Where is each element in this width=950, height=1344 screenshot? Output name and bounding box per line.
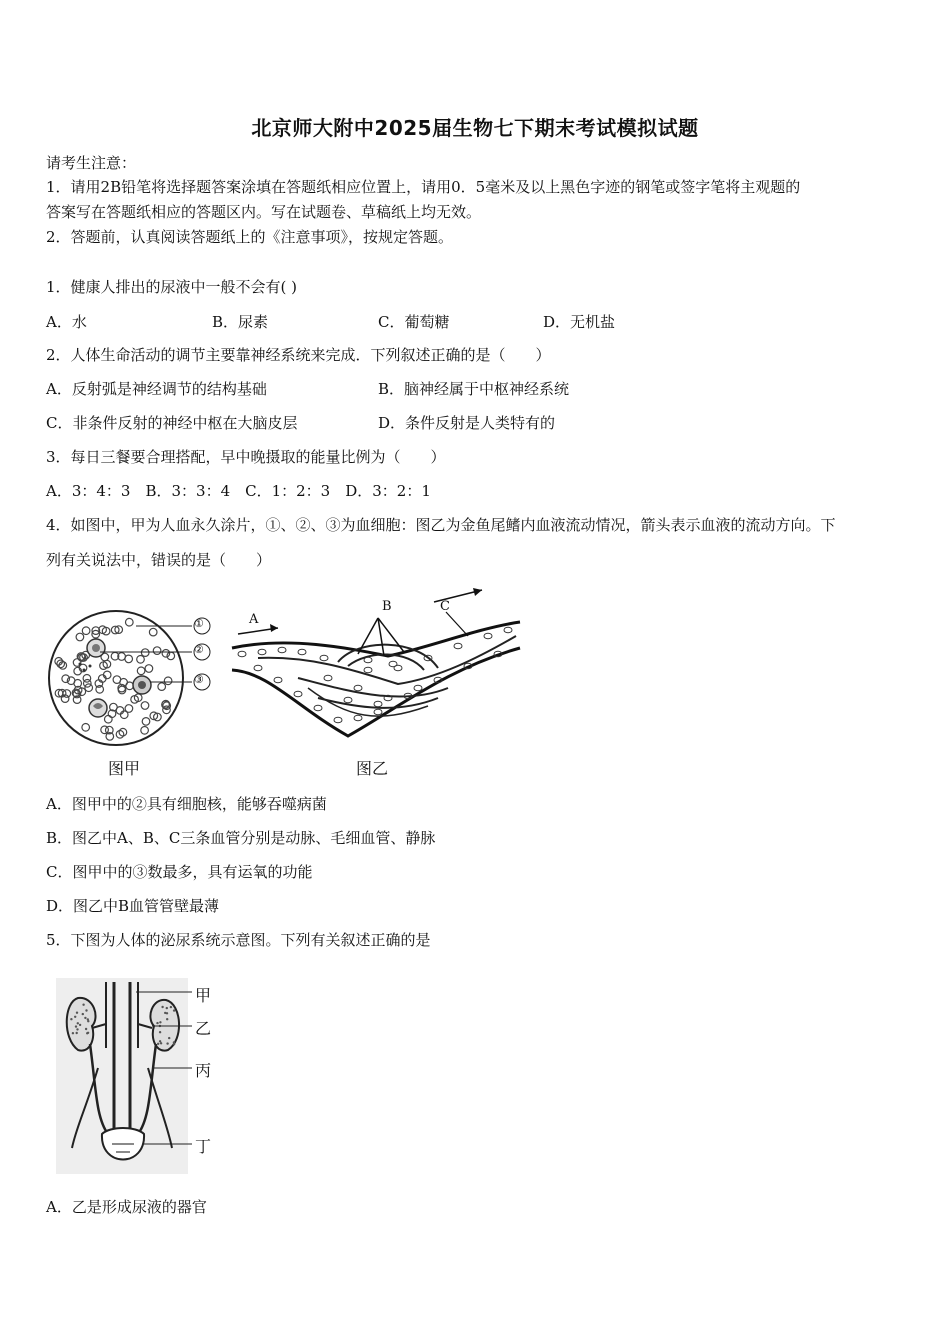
kidney-texture-dot — [160, 1042, 162, 1044]
q4-option-a: A．图甲中的②具有细胞核，能够吞噬病菌 — [46, 795, 327, 813]
label-organ-jia: 甲 — [195, 986, 212, 1005]
kidney-texture-dot — [161, 1006, 163, 1008]
question-4-stem-b: 列有关说法中，错误的是（ ） — [46, 551, 272, 569]
notice-item-1a: 1．请用2B铅笔将选择题答案涂填在答题纸相应位置上，请用0．5毫米及以上黑色字迹的钢笔或签字笔将主观题的 — [46, 178, 801, 196]
label-cell-2: ② — [194, 643, 204, 656]
vessel-blood-cell — [374, 701, 382, 707]
vessel-blood-cell — [324, 675, 332, 681]
vessel-blood-cell — [258, 649, 266, 655]
kidney-texture-dot — [168, 1037, 170, 1039]
kidney-texture-dot — [84, 1017, 86, 1019]
vessel-blood-cell — [254, 665, 262, 671]
label-organ-yi: 乙 — [195, 1019, 212, 1038]
kidney-texture-dot — [74, 1016, 76, 1018]
notice-item-2: 2．答题前，认真阅读答题纸上的《注意事项》，按规定答题。 — [46, 228, 454, 246]
vessel-blood-cell — [238, 651, 246, 657]
kidney-texture-dot — [85, 1028, 87, 1030]
vessel-blood-cell — [454, 643, 462, 649]
vessel-blood-cell — [364, 667, 372, 673]
kidney-texture-dot — [166, 1007, 168, 1009]
kidney-texture-dot — [173, 1009, 175, 1011]
q2-option-c: C．非条件反射的神经中枢在大脑皮层 — [46, 414, 298, 432]
question-2-stem: 2．人体生命活动的调节主要靠神经系统来完成．下列叙述正确的是（ ） — [46, 346, 551, 364]
question-4-stem-a: 4．如图中，甲为人血永久涂片，①、②、③为血细胞：图乙为金鱼尾鳍内血液流动情况，箭头表示血液的流动方向。下 — [46, 516, 836, 534]
vessel-blood-cell — [320, 655, 328, 661]
vessel-blood-cell — [364, 657, 372, 663]
kidney-texture-dot — [72, 1032, 74, 1034]
label-organ-bing: 丙 — [195, 1061, 212, 1080]
kidney-texture-dot — [77, 1022, 79, 1024]
vessel-blood-cell — [414, 685, 422, 691]
blood-flow-figure — [228, 588, 528, 748]
kidney-texture-dot — [156, 1022, 158, 1024]
q2-option-a: A．反射弧是神经调节的结构基础 — [46, 380, 267, 398]
kidney-texture-dot — [76, 1012, 78, 1014]
vessel-blood-cell — [374, 709, 382, 715]
figure-a-caption: 图甲 — [108, 759, 141, 778]
vessel-blood-cell — [294, 691, 302, 697]
vessel-blood-cell — [298, 649, 306, 655]
kidney-texture-dot — [166, 1012, 168, 1014]
label-vessel-a: A — [249, 612, 259, 627]
label-cell-3: ③ — [194, 673, 204, 686]
q1-option-a: A．水 — [46, 313, 87, 331]
notice-item-1b: 答案写在答题纸相应的答题区内。写在试题卷、草稿纸上均无效。 — [46, 203, 482, 221]
kidney-texture-dot — [166, 1042, 168, 1044]
vessel-blood-cell — [484, 633, 492, 639]
q3-options: A．3：4：3 B．3：3：4 C．1：2：3 D．3：2：1 — [46, 482, 431, 500]
vessel-blood-cell — [504, 627, 512, 633]
q1-option-b: B．尿素 — [212, 313, 269, 331]
q2-option-d: D．条件反射是人类特有的 — [378, 414, 556, 432]
kidney-texture-dot — [87, 1020, 89, 1022]
kidney-texture-dot — [76, 1028, 78, 1030]
kidney-texture-dot — [86, 1032, 88, 1034]
question-3-stem: 3．每日三餐要合理搭配，早中晚摄取的能量比例为（ ） — [46, 448, 446, 466]
vessel-blood-cell — [354, 685, 362, 691]
kidney-texture-dot — [157, 1043, 159, 1045]
label-cell-1: ① — [194, 617, 204, 630]
kidney-texture-dot — [85, 1009, 87, 1011]
vessel-blood-cell — [314, 705, 322, 711]
vessel-blood-cell — [278, 647, 286, 653]
vessel-blood-cell — [389, 661, 397, 667]
vessel-blood-cell — [344, 697, 352, 703]
q5-option-a: A．乙是形成尿液的器官 — [46, 1198, 207, 1216]
kidney-texture-dot — [79, 1024, 81, 1026]
kidney-texture-dot — [170, 1006, 172, 1008]
vessel-blood-cell — [274, 677, 282, 683]
kidney-texture-dot — [76, 1032, 78, 1034]
q4-option-d: D．图乙中B血管管壁最薄 — [46, 897, 220, 915]
q1-option-d: D．无机盐 — [543, 313, 616, 331]
q2-option-b: B．脑神经属于中枢神经系统 — [378, 380, 570, 398]
label-vessel-b: B — [382, 599, 392, 614]
page-title: 北京师大附中2025届生物七下期末考试模拟试题 — [251, 116, 699, 140]
label-organ-ding: 丁 — [195, 1137, 212, 1156]
question-1-stem: 1．健康人排出的尿液中一般不会有( ) — [46, 278, 298, 296]
question-5-stem: 5．下图为人体的泌尿系统示意图。下列有关叙述正确的是 — [46, 931, 431, 949]
kidney-texture-dot — [173, 1043, 175, 1045]
q4-option-b: B．图乙中A、B、C三条血管分别是动脉、毛细血管、静脉 — [46, 829, 436, 847]
q4-option-c: C．图甲中的③数最多，具有运氧的功能 — [46, 863, 313, 881]
kidney-texture-dot — [159, 1021, 161, 1023]
vessel-blood-cell — [354, 715, 362, 721]
kidney-texture-dot — [82, 1013, 84, 1015]
notice-heading: 请考生注意： — [46, 154, 137, 172]
kidney-texture-dot — [70, 1018, 72, 1020]
vessel-blood-cell — [334, 717, 342, 723]
kidney-texture-dot — [166, 1018, 168, 1020]
q1-option-c: C．葡萄糖 — [378, 313, 450, 331]
kidney-texture-dot — [159, 1031, 161, 1033]
label-vessel-c: C — [440, 599, 450, 614]
figure-b-caption: 图乙 — [356, 759, 389, 778]
kidney-texture-dot — [82, 1004, 84, 1006]
kidney-texture-dot — [75, 1025, 77, 1027]
